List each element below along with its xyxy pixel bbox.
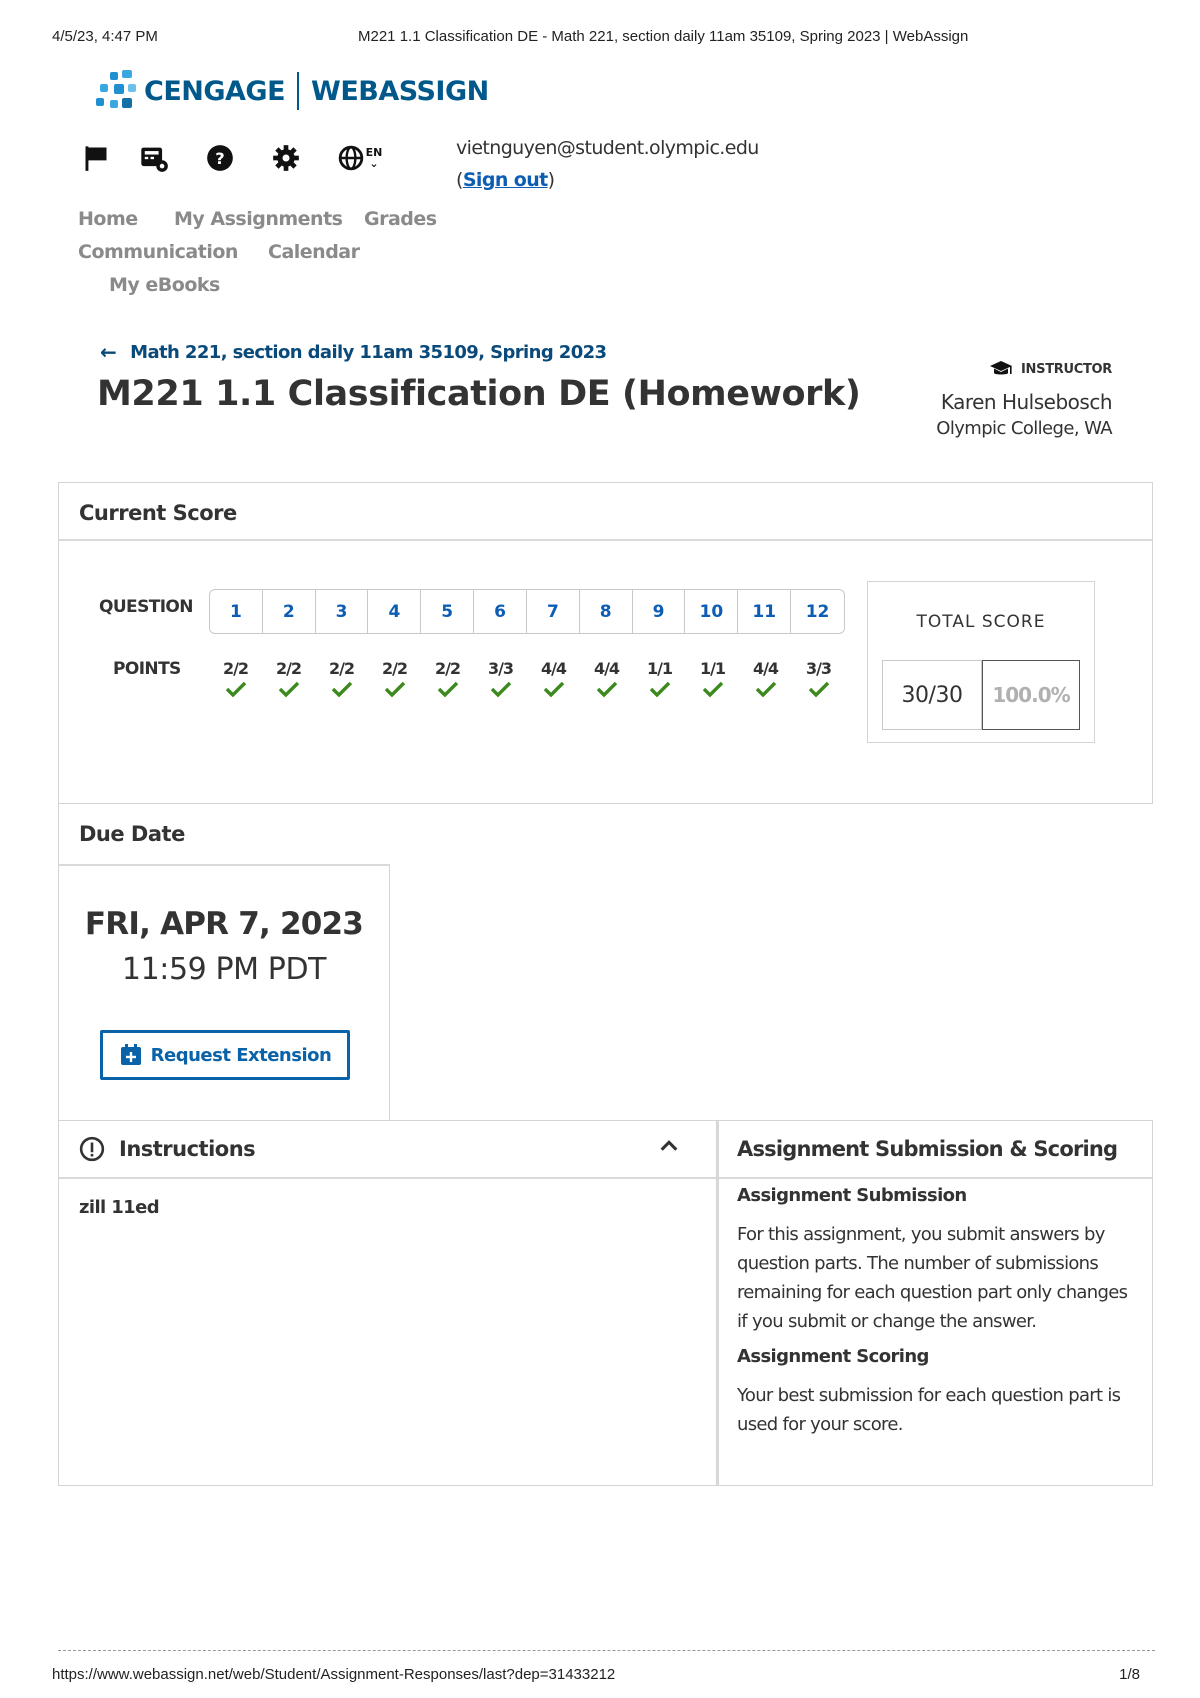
nav-my-ebooks[interactable]: My eBooks — [109, 274, 220, 296]
points-cell — [527, 659, 580, 698]
svg-text:?: ? — [215, 148, 225, 168]
points-value: 3/3 — [487, 659, 514, 678]
question-link[interactable]: 5 — [421, 590, 474, 633]
total-score-value: 30/30 — [882, 660, 982, 730]
page-title: M221 1.1 Classification DE (Homework) — [97, 374, 861, 414]
globe-icon — [338, 145, 364, 171]
question-link[interactable]: 1 — [210, 590, 263, 633]
points-cell — [315, 659, 368, 698]
points-value: 2/2 — [328, 659, 355, 678]
checkmark-icon — [755, 680, 777, 698]
logo-webassign-text: WEBASSIGN — [311, 75, 489, 107]
scoring-text: Your best submission for each question part is used for your score. — [737, 1385, 1121, 1435]
checkmark-icon — [649, 680, 671, 698]
checkmark-icon — [596, 680, 618, 698]
nav-calendar[interactable]: Calendar — [268, 241, 360, 263]
footer-divider — [58, 1650, 1155, 1651]
paren-close: ) — [547, 169, 555, 191]
due-date-header — [58, 804, 390, 864]
question-link[interactable]: 8 — [580, 590, 633, 633]
points-value: 3/3 — [805, 659, 832, 678]
due-date-panel — [58, 864, 390, 1122]
instructor-name: Karen Hulsebosch — [940, 390, 1112, 414]
logo-cengage-text: CENGAGE — [144, 75, 286, 107]
print-doc-title: M221 1.1 Classification DE - Math 221, section daily 11am 35109, Spring 2023 | WebAssign — [358, 28, 969, 45]
question-link[interactable]: 3 — [316, 590, 369, 633]
points-value: 2/2 — [434, 659, 461, 678]
calendar-plus-icon — [119, 1043, 143, 1067]
cengage-webassign-logo[interactable] — [96, 70, 489, 112]
points-value: 2/2 — [275, 659, 302, 678]
checkmark-icon — [331, 680, 353, 698]
instructor-institution: Olympic College, WA — [936, 418, 1112, 439]
points-cell — [633, 659, 686, 698]
footer-page-number: 1/8 — [1119, 1666, 1140, 1683]
help-icon[interactable] — [202, 140, 238, 176]
question-link[interactable]: 2 — [263, 590, 316, 633]
chevron-down-icon: ⌄ — [369, 157, 379, 170]
flag-icon[interactable] — [78, 140, 114, 176]
checkmark-icon — [225, 680, 247, 698]
question-link[interactable]: 10 — [685, 590, 738, 633]
points-cell — [368, 659, 421, 698]
total-score-percent: 100.0% — [982, 660, 1080, 730]
due-date: FRI, APR 7, 2023 — [84, 906, 364, 942]
points-cell — [580, 659, 633, 698]
user-email: vietnguyen@student.olympic.edu — [456, 137, 759, 159]
total-score-box — [867, 581, 1095, 743]
points-cell — [474, 659, 527, 698]
request-extension-button[interactable] — [100, 1030, 350, 1080]
due-time: 11:59 PM PDT — [121, 952, 327, 987]
request-extension-label: Request Extension — [150, 1044, 332, 1066]
points-label: POINTS — [113, 659, 181, 679]
question-link[interactable]: 11 — [738, 590, 791, 633]
points-value: 2/2 — [381, 659, 408, 678]
print-datetime: 4/5/23, 4:47 PM — [52, 28, 158, 45]
checkmark-icon — [278, 680, 300, 698]
current-score-title: Current Score — [79, 501, 237, 525]
cengage-logo-mark-icon — [96, 70, 140, 112]
nav-grades[interactable]: Grades — [364, 208, 437, 230]
sign-out-link[interactable]: Sign out — [462, 169, 548, 191]
checkmark-icon — [384, 680, 406, 698]
checkmark-icon — [543, 680, 565, 698]
points-value: 4/4 — [593, 659, 620, 678]
points-cell — [739, 659, 792, 698]
points-value: 4/4 — [540, 659, 567, 678]
instructions-text: zill 11ed — [79, 1197, 159, 1218]
language-selector[interactable] — [334, 140, 386, 176]
submission-scoring-panel — [717, 1120, 1153, 1486]
question-link[interactable]: 4 — [368, 590, 421, 633]
breadcrumb-course-link[interactable]: Math 221, section daily 11am 35109, Spring 2023 — [130, 341, 607, 363]
arrow-left-icon: ← — [100, 340, 117, 364]
points-value: 4/4 — [752, 659, 779, 678]
points-cell — [262, 659, 315, 698]
nav-my-assignments[interactable]: My Assignments — [174, 208, 343, 230]
paren-open: ( — [456, 169, 463, 191]
instructions-title: Instructions — [119, 1137, 256, 1161]
points-cell — [421, 659, 474, 698]
points-row — [209, 659, 845, 698]
points-cell — [686, 659, 739, 698]
points-cell — [792, 659, 845, 698]
language-code: EN — [365, 146, 383, 159]
submission-heading: Assignment Submission — [737, 1185, 967, 1206]
chevron-up-icon[interactable] — [658, 1135, 680, 1157]
question-link[interactable]: 12 — [805, 601, 830, 622]
due-date-title: Due Date — [79, 822, 185, 846]
question-link[interactable]: 6 — [474, 590, 527, 633]
checkmark-icon — [437, 680, 459, 698]
question-link[interactable]: 9 — [633, 590, 686, 633]
question-links — [209, 589, 845, 634]
user-info — [456, 132, 759, 196]
question-label: QUESTION — [99, 597, 193, 617]
instructions-panel — [58, 1120, 717, 1486]
scoring-heading: Assignment Scoring — [737, 1346, 929, 1367]
logo-divider — [297, 72, 299, 110]
nav-home[interactable]: Home — [78, 208, 138, 230]
points-value: 1/1 — [699, 659, 726, 678]
question-link[interactable]: 7 — [527, 590, 580, 633]
checkmark-icon — [702, 680, 724, 698]
checkmark-icon — [808, 680, 830, 698]
current-score-panel — [58, 482, 1153, 804]
instructor-info — [936, 360, 1112, 439]
footer-url: https://www.webassign.net/web/Student/Assignment-Responses/last?dep=31433212 — [52, 1666, 616, 1683]
graduation-cap-icon — [989, 360, 1013, 378]
nav-communication[interactable]: Communication — [78, 241, 238, 263]
total-score-label: TOTAL SCORE — [916, 612, 1046, 632]
calculator-icon[interactable] — [136, 140, 172, 176]
points-value: 2/2 — [222, 659, 249, 678]
submission-text: For this assignment, you submit answers by question parts. The number of submissions remaining for each question part only changes if you submit or change the answer. — [737, 1224, 1128, 1332]
points-cell — [209, 659, 262, 698]
gear-icon[interactable] — [268, 140, 304, 176]
instructor-role: INSTRUCTOR — [1021, 361, 1112, 377]
print-header — [52, 28, 1148, 50]
info-icon — [79, 1136, 105, 1162]
points-value: 1/1 — [646, 659, 673, 678]
breadcrumb[interactable] — [100, 340, 606, 364]
submission-scoring-title: Assignment Submission & Scoring — [737, 1137, 1118, 1161]
checkmark-icon — [490, 680, 512, 698]
